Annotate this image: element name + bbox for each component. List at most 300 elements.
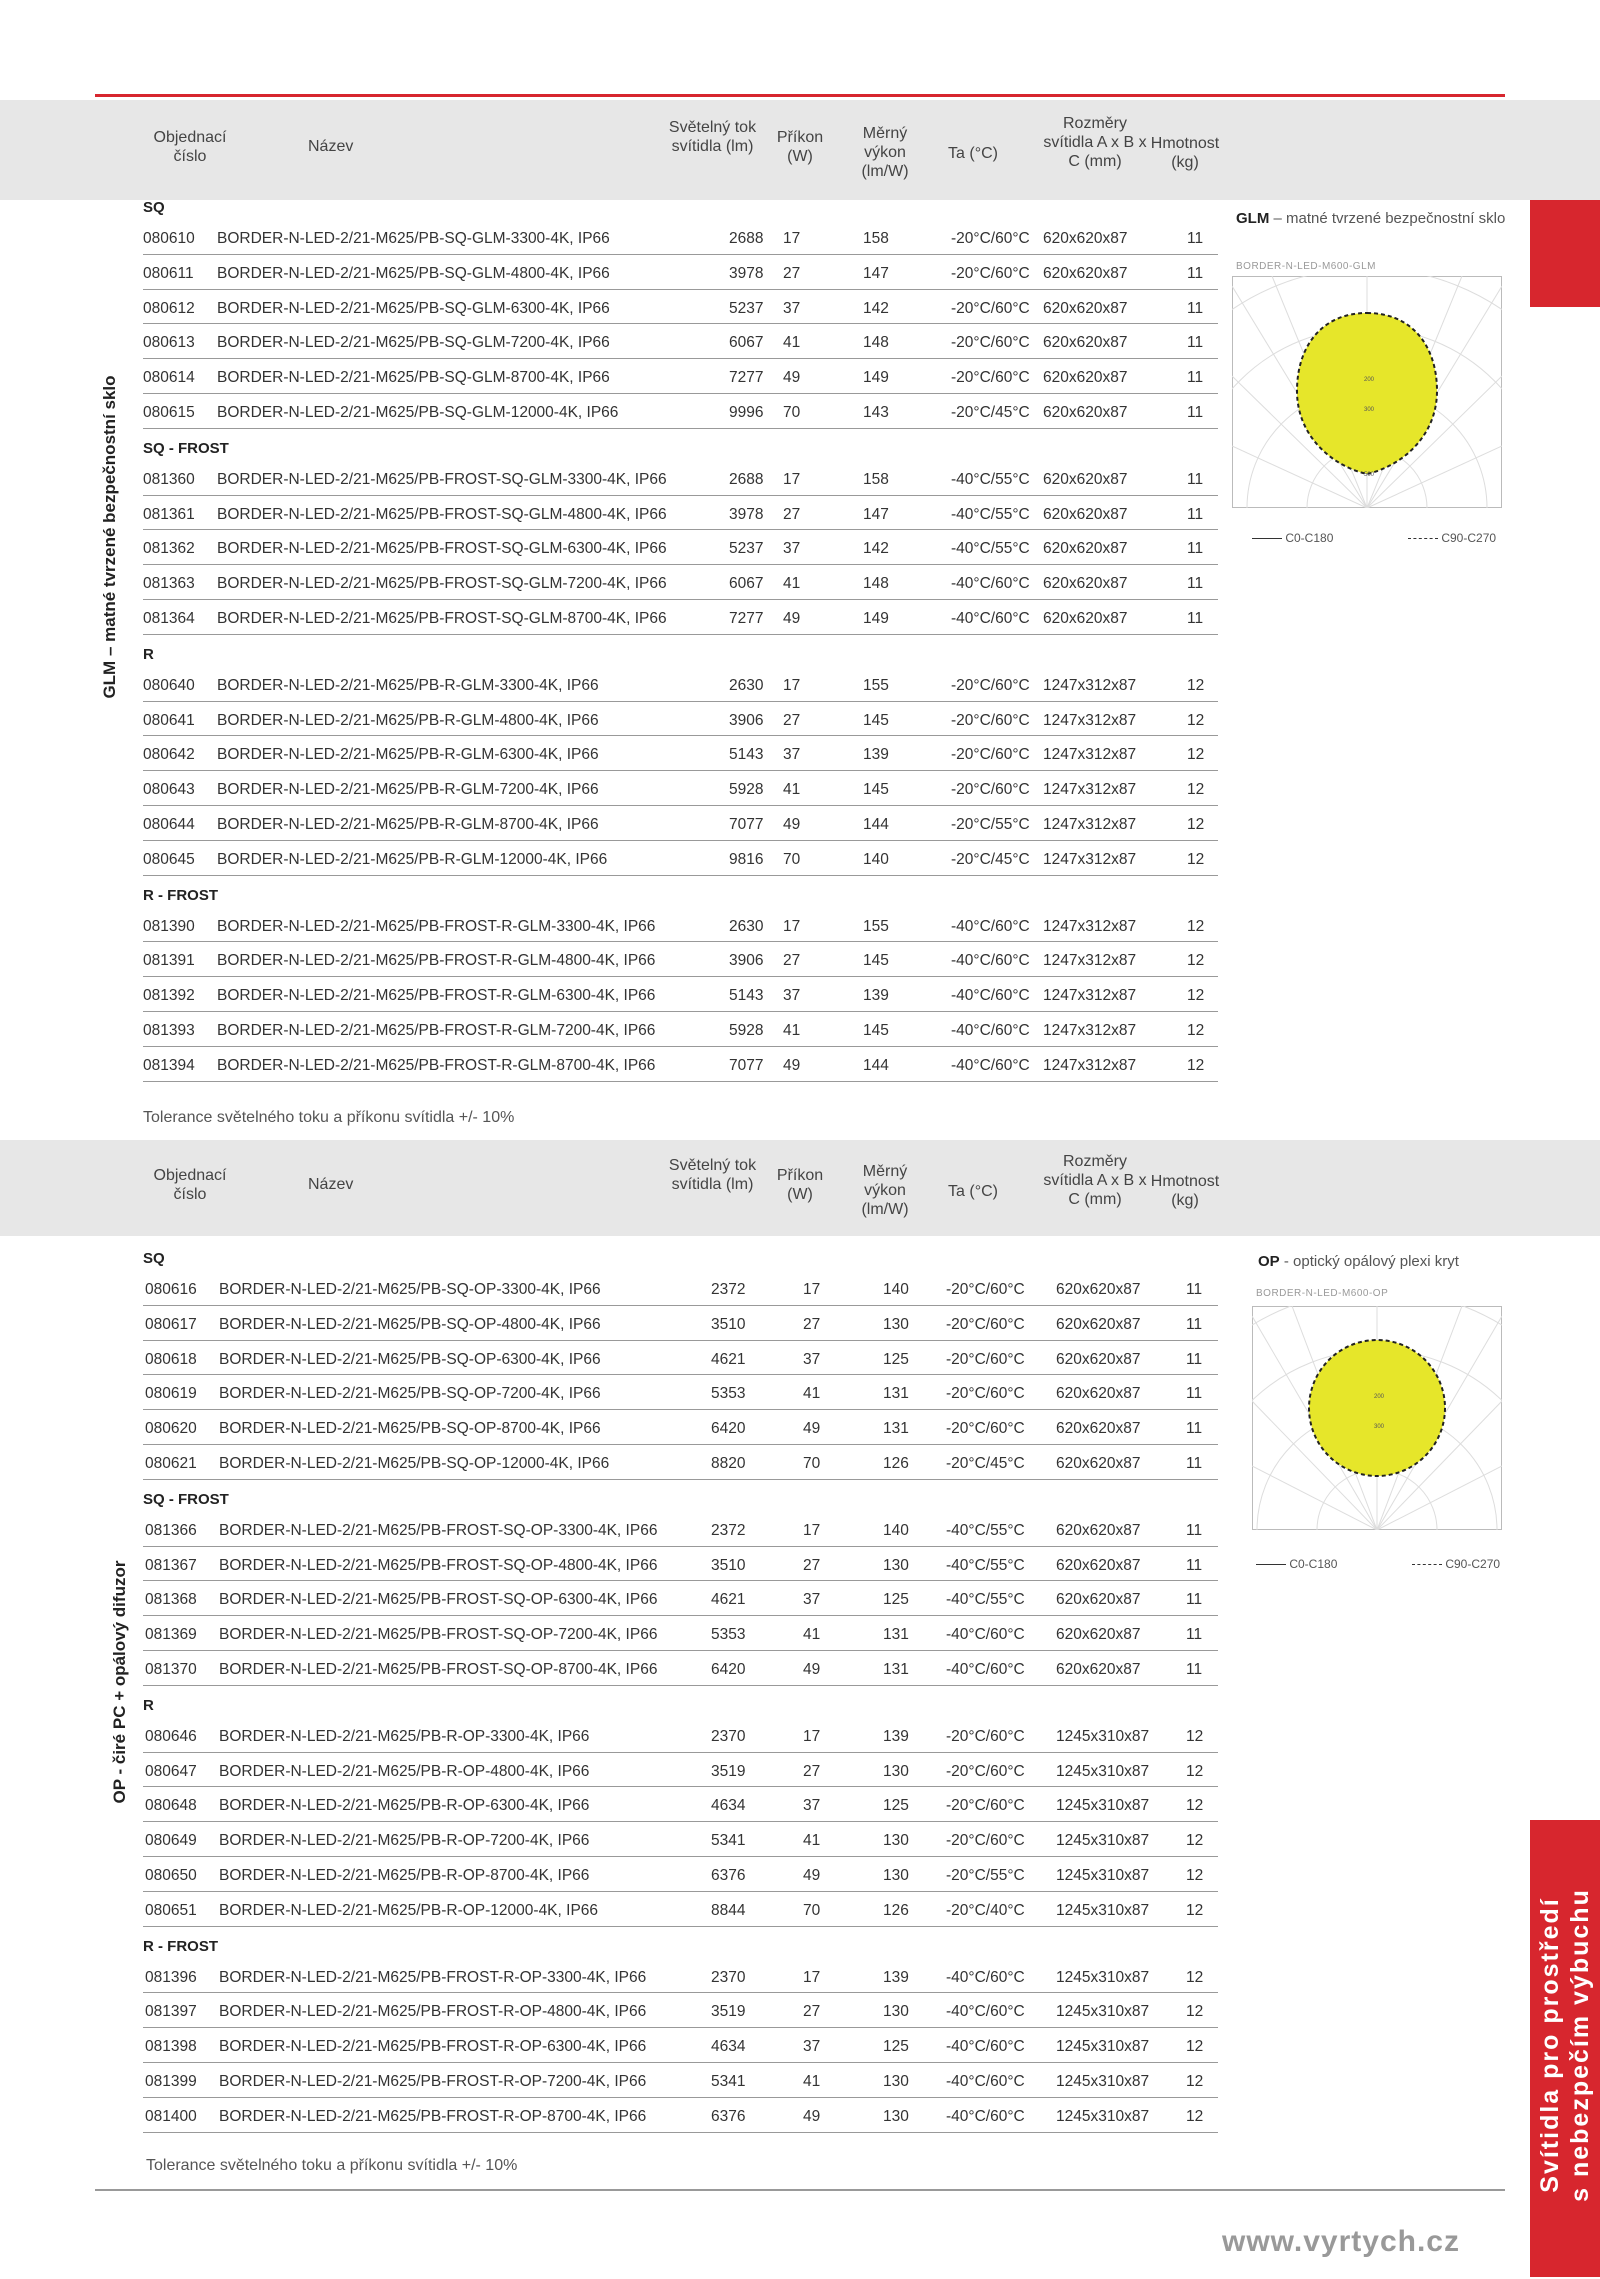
- cell-product-name: BORDER-N-LED-2/21-M625/PB-FROST-R-GLM-4800-4K, IP66: [217, 952, 656, 970]
- cell-dimensions: 1247x312x87: [1043, 850, 1137, 868]
- cell-weight: 11: [1186, 1454, 1203, 1472]
- cell-product-name: BORDER-N-LED-2/21-M625/PB-FROST-SQ-OP-4800-4K, IP66: [219, 1556, 658, 1574]
- cell-weight: 11: [1186, 1281, 1203, 1298]
- polar-legend-op-c90: [1412, 1557, 1500, 1571]
- cell-efficacy: 130: [883, 1832, 909, 1850]
- cell-efficacy: 130: [883, 1762, 909, 1780]
- cell-power: 70: [803, 1901, 821, 1919]
- cell-weight: 12: [1187, 987, 1205, 1005]
- cell-weight: 11: [1187, 403, 1204, 421]
- header-name: Název: [308, 138, 354, 155]
- cell-ta: -40°C/60°C: [946, 1626, 1025, 1644]
- product-table-glm: [143, 188, 1218, 1082]
- cell-product-name: BORDER-N-LED-2/21-M625/PB-SQ-OP-8700-4K, IP66: [219, 1420, 601, 1438]
- header-ta-2: Ta (°C): [948, 1183, 998, 1200]
- cell-power: 49: [783, 369, 801, 387]
- cell-order-no: 080651: [145, 1901, 197, 1919]
- tolerance-note-1: Tolerance světelného toku a příkonu svítidla +/- 10%: [143, 1109, 515, 1126]
- cell-flux: 3906: [729, 711, 764, 729]
- cell-order-no: 080611: [143, 264, 194, 282]
- cell-weight: 11: [1187, 369, 1204, 387]
- cell-flux: 2372: [711, 1521, 746, 1539]
- cell-ta: -20°C/60°C: [946, 1315, 1025, 1333]
- table-header-1: [0, 100, 1600, 200]
- cell-efficacy: 149: [863, 609, 889, 627]
- cell-weight: 12: [1186, 1762, 1204, 1780]
- header-order-no-2: Objednací číslo: [153, 1167, 227, 1203]
- cell-product-name: BORDER-N-LED-2/21-M625/PB-R-OP-8700-4K, IP66: [219, 1866, 590, 1884]
- cell-flux: 2688: [729, 230, 764, 247]
- cell-power: 27: [783, 505, 801, 523]
- cell-ta: -20°C/55°C: [946, 1866, 1025, 1884]
- cell-dimensions: 1247x312x87: [1043, 917, 1137, 935]
- table-row: [143, 1892, 1218, 1927]
- table-row: [143, 908, 1218, 943]
- table-row: [143, 1959, 1218, 1994]
- cell-flux: 6067: [729, 575, 764, 593]
- legend-c0-label-2: C0-C180: [1289, 1557, 1338, 1571]
- table-row: [143, 1651, 1218, 1686]
- cell-weight: 12: [1186, 2072, 1204, 2090]
- cell-ta: -20°C/60°C: [951, 369, 1030, 387]
- cell-order-no: 081393: [143, 1021, 195, 1039]
- cell-order-no: 080640: [143, 676, 195, 694]
- cell-weight: 11: [1186, 1521, 1203, 1539]
- cell-order-no: 081369: [145, 1626, 197, 1644]
- cell-power: 49: [803, 1420, 821, 1438]
- table-row: [143, 324, 1218, 359]
- cell-ta: -20°C/60°C: [951, 230, 1030, 247]
- cell-ta: -40°C/60°C: [946, 1968, 1025, 1986]
- header-efficacy: Měrný výkon (lm/W): [861, 125, 909, 180]
- cell-power: 27: [783, 264, 801, 282]
- cell-order-no: 080641: [143, 711, 195, 729]
- polar-ring-glm-1: 200: [1364, 377, 1375, 383]
- cell-product-name: BORDER-N-LED-2/21-M625/PB-FROST-SQ-GLM-6300-4K, IP66: [217, 540, 667, 558]
- table-row: [143, 1718, 1218, 1753]
- polar-title-glm-code: GLM: [1236, 210, 1270, 227]
- cell-order-no: 080645: [143, 850, 195, 868]
- table-row: [143, 977, 1218, 1012]
- cell-order-no: 081398: [145, 2038, 197, 2056]
- cell-ta: -40°C/60°C: [951, 917, 1030, 935]
- cell-product-name: BORDER-N-LED-2/21-M625/PB-FROST-R-OP-3300-4K, IP66: [219, 1968, 647, 1986]
- cell-efficacy: 130: [883, 1556, 909, 1574]
- polar-subtitle-glm: BORDER-N-LED-M600-GLM: [1236, 261, 1376, 272]
- cell-ta: -40°C/60°C: [951, 1021, 1030, 1039]
- side-tab-line-1: Svítidla pro prostředí: [1536, 1897, 1564, 2193]
- cell-flux: 9816: [729, 850, 764, 868]
- polar-title-op-code: OP: [1258, 1253, 1280, 1270]
- cell-weight: 11: [1186, 1420, 1203, 1438]
- cell-dimensions: 620x620x87: [1056, 1626, 1141, 1644]
- cell-power: 49: [783, 815, 801, 833]
- cell-efficacy: 130: [883, 2107, 909, 2125]
- cell-order-no: 081363: [143, 575, 195, 593]
- cell-power: 49: [803, 1660, 821, 1678]
- cell-order-no: 081392: [143, 987, 195, 1005]
- polar-ring-op-2: 300: [1374, 1424, 1385, 1430]
- cell-efficacy: 125: [883, 2038, 909, 2056]
- cell-order-no: 080620: [145, 1420, 197, 1438]
- cell-dimensions: 1247x312x87: [1043, 952, 1137, 970]
- cell-ta: -40°C/55°C: [946, 1556, 1025, 1574]
- group-title: SQ - FROST: [143, 439, 229, 457]
- cell-efficacy: 140: [883, 1521, 909, 1539]
- cell-product-name: BORDER-N-LED-2/21-M625/PB-SQ-GLM-3300-4K, IP66: [217, 230, 610, 247]
- cell-product-name: BORDER-N-LED-2/21-M625/PB-R-GLM-8700-4K, IP66: [217, 815, 599, 833]
- table-row: [143, 1341, 1218, 1376]
- cell-ta: -20°C/45°C: [946, 1454, 1025, 1472]
- cell-order-no: 081399: [145, 2072, 197, 2090]
- cell-ta: -20°C/60°C: [946, 1281, 1025, 1298]
- cell-weight: 12: [1187, 815, 1205, 833]
- cell-product-name: BORDER-N-LED-2/21-M625/PB-FROST-SQ-GLM-4800-4K, IP66: [217, 505, 667, 523]
- cell-flux: 5237: [729, 540, 764, 558]
- cell-ta: -20°C/55°C: [951, 815, 1030, 833]
- cell-dimensions: 1247x312x87: [1043, 815, 1137, 833]
- cell-weight: 12: [1186, 2003, 1204, 2021]
- cell-flux: 2688: [729, 470, 764, 488]
- cell-product-name: BORDER-N-LED-2/21-M625/PB-FROST-SQ-GLM-3300-4K, IP66: [217, 470, 667, 488]
- polar-ring-glm-2: 300: [1364, 407, 1375, 413]
- cell-order-no: 080643: [143, 781, 195, 799]
- cell-flux: 6420: [711, 1420, 746, 1438]
- cell-ta: -20°C/60°C: [951, 334, 1030, 352]
- cell-power: 70: [783, 403, 801, 421]
- cell-efficacy: 131: [883, 1660, 909, 1678]
- cell-weight: 12: [1186, 2038, 1204, 2056]
- cell-efficacy: 125: [883, 1591, 909, 1609]
- cell-dimensions: 620x620x87: [1043, 230, 1128, 247]
- cell-order-no: 080644: [143, 815, 195, 833]
- cell-power: 17: [803, 1281, 821, 1298]
- cell-order-no: 080647: [145, 1762, 197, 1780]
- cell-dimensions: 620x620x87: [1056, 1660, 1141, 1678]
- cell-flux: 6376: [711, 2107, 746, 2125]
- cell-dimensions: 1245x310x87: [1056, 1968, 1150, 1986]
- cell-efficacy: 155: [863, 676, 889, 694]
- cell-dimensions: 620x620x87: [1043, 470, 1128, 488]
- cell-ta: -40°C/60°C: [946, 1660, 1025, 1678]
- cell-dimensions: 1245x310x87: [1056, 1727, 1150, 1745]
- cell-weight: 12: [1187, 917, 1205, 935]
- group-title: R: [143, 1696, 154, 1714]
- cell-product-name: BORDER-N-LED-2/21-M625/PB-FROST-R-GLM-6300-4K, IP66: [217, 987, 656, 1005]
- cell-product-name: BORDER-N-LED-2/21-M625/PB-FROST-SQ-GLM-7200-4K, IP66: [217, 575, 667, 593]
- cell-order-no: 081397: [145, 2003, 197, 2021]
- cell-efficacy: 126: [883, 1901, 909, 1919]
- cell-efficacy: 149: [863, 369, 889, 387]
- section-label-glm: GLM – matné tvrzené bezpečnostní sklo: [100, 375, 119, 699]
- cell-efficacy: 139: [883, 1968, 909, 1986]
- cell-order-no: 080619: [145, 1385, 197, 1403]
- cell-order-no: 080621: [145, 1454, 197, 1472]
- cell-ta: -20°C/60°C: [946, 1350, 1025, 1368]
- cell-product-name: BORDER-N-LED-2/21-M625/PB-R-GLM-3300-4K, IP66: [217, 676, 599, 694]
- cell-ta: -20°C/60°C: [951, 264, 1030, 282]
- header-order-no: Objednací číslo: [153, 129, 227, 165]
- cell-dimensions: 1247x312x87: [1043, 987, 1137, 1005]
- side-tab-line-2: s nebezpečím výbuchu: [1566, 1888, 1594, 2202]
- header-flux-2: Světelný tok svítidla (lm): [668, 1157, 757, 1193]
- cell-order-no: 080612: [143, 299, 195, 317]
- table-header-2: [0, 1140, 1600, 1236]
- cell-dimensions: 620x620x87: [1056, 1315, 1141, 1333]
- table-row: [143, 1581, 1218, 1616]
- cell-flux: 2370: [711, 1968, 746, 1986]
- cell-efficacy: 125: [883, 1797, 909, 1815]
- polar-diagram-op: [1252, 1306, 1502, 1530]
- section-label-op: OP - čiré PC + opálový difuzor: [110, 1560, 129, 1804]
- table-row: [143, 1306, 1218, 1341]
- cell-power: 49: [783, 609, 801, 627]
- cell-flux: 6376: [711, 1866, 746, 1884]
- cell-efficacy: 131: [883, 1626, 909, 1644]
- polar-diagram-glm: [1232, 276, 1502, 508]
- cell-product-name: BORDER-N-LED-2/21-M625/PB-R-GLM-4800-4K, IP66: [217, 711, 599, 729]
- cell-order-no: 080613: [143, 334, 195, 352]
- cell-product-name: BORDER-N-LED-2/21-M625/PB-R-OP-4800-4K, IP66: [219, 1762, 590, 1780]
- cell-dimensions: 1245x310x87: [1056, 2038, 1150, 2056]
- cell-weight: 11: [1186, 1556, 1203, 1574]
- cell-dimensions: 1245x310x87: [1056, 1866, 1150, 1884]
- header-weight-2: Hmotnost (kg): [1150, 1173, 1220, 1209]
- cell-efficacy: 148: [863, 334, 889, 352]
- legend-c90-label-2: C90-C270: [1445, 1557, 1501, 1571]
- cell-dimensions: 1245x310x87: [1056, 2107, 1150, 2125]
- cell-power: 41: [803, 2072, 821, 2090]
- cell-product-name: BORDER-N-LED-2/21-M625/PB-FROST-R-OP-6300-4K, IP66: [219, 2038, 647, 2056]
- cell-product-name: BORDER-N-LED-2/21-M625/PB-FROST-SQ-OP-8700-4K, IP66: [219, 1660, 658, 1678]
- cell-power: 41: [803, 1385, 821, 1403]
- table-row: [143, 1857, 1218, 1892]
- cell-weight: 11: [1187, 540, 1204, 558]
- top-divider: [95, 94, 1505, 97]
- cell-weight: 12: [1186, 1866, 1204, 1884]
- cell-weight: 11: [1187, 609, 1204, 627]
- table-row: [143, 702, 1218, 737]
- cell-weight: 12: [1187, 1021, 1205, 1039]
- footer-url[interactable]: www.vyrtych.cz: [1222, 2225, 1460, 2258]
- cell-flux: 3978: [729, 264, 764, 282]
- cell-weight: 11: [1187, 334, 1204, 352]
- group-title: SQ: [143, 199, 165, 216]
- cell-weight: 12: [1186, 1832, 1204, 1850]
- cell-order-no: 081400: [145, 2107, 197, 2125]
- table-row: [143, 1547, 1218, 1582]
- cell-weight: 11: [1186, 1591, 1203, 1609]
- table-row: [143, 2098, 1218, 2133]
- cell-efficacy: 131: [883, 1420, 909, 1438]
- bottom-divider: [95, 2189, 1505, 2191]
- cell-weight: 12: [1187, 1056, 1205, 1074]
- cell-dimensions: 1245x310x87: [1056, 2072, 1150, 2090]
- polar-curve-op: [1309, 1340, 1445, 1476]
- cell-efficacy: 143: [863, 403, 889, 421]
- cell-dimensions: 1247x312x87: [1043, 746, 1137, 764]
- header-dims-2: Rozměry svítidla A x B x C (mm): [1043, 1153, 1147, 1208]
- table-row: [143, 806, 1218, 841]
- cell-flux: 2370: [711, 1727, 746, 1745]
- table-row: [143, 1410, 1218, 1445]
- cell-order-no: 080616: [145, 1281, 197, 1298]
- table-row: [143, 600, 1218, 635]
- cell-dimensions: 1245x310x87: [1056, 1901, 1150, 1919]
- cell-product-name: BORDER-N-LED-2/21-M625/PB-FROST-R-OP-4800-4K, IP66: [219, 2003, 647, 2021]
- cell-power: 37: [783, 540, 801, 558]
- table-row: [143, 1375, 1218, 1410]
- cell-weight: 12: [1187, 781, 1205, 799]
- cell-ta: -20°C/60°C: [946, 1420, 1025, 1438]
- group-title: SQ - FROST: [143, 1490, 229, 1508]
- cell-flux: 7077: [729, 815, 764, 833]
- cell-product-name: BORDER-N-LED-2/21-M625/PB-FROST-R-GLM-7200-4K, IP66: [217, 1021, 656, 1039]
- cell-flux: 5928: [729, 781, 764, 799]
- cell-efficacy: 142: [863, 540, 889, 558]
- cell-efficacy: 158: [863, 230, 889, 247]
- table-row: [143, 1012, 1218, 1047]
- cell-dimensions: 620x620x87: [1043, 575, 1128, 593]
- cell-product-name: BORDER-N-LED-2/21-M625/PB-R-OP-3300-4K, IP66: [219, 1727, 590, 1745]
- cell-product-name: BORDER-N-LED-2/21-M625/PB-R-GLM-7200-4K, IP66: [217, 781, 599, 799]
- group-title: R - FROST: [143, 1937, 218, 1955]
- header-efficacy-2: Měrný výkon (lm/W): [861, 1163, 909, 1218]
- polar-legend-glm-c0: [1252, 531, 1333, 545]
- table-row: [143, 2063, 1218, 2098]
- cell-flux: 9996: [729, 403, 764, 421]
- table-row: [143, 290, 1218, 325]
- cell-dimensions: 620x620x87: [1043, 540, 1128, 558]
- cell-order-no: 081360: [143, 470, 195, 488]
- table-row: [143, 942, 1218, 977]
- cell-weight: 11: [1186, 1350, 1203, 1368]
- cell-weight: 12: [1186, 2107, 1204, 2125]
- cell-dimensions: 620x620x87: [1056, 1591, 1141, 1609]
- cell-power: 27: [803, 1315, 821, 1333]
- cell-flux: 8844: [711, 1901, 746, 1919]
- cell-weight: 12: [1186, 1968, 1204, 1986]
- cell-weight: 12: [1187, 952, 1205, 970]
- cell-dimensions: 620x620x87: [1043, 369, 1128, 387]
- cell-weight: 11: [1187, 264, 1204, 282]
- table-row: [143, 461, 1218, 496]
- cell-product-name: BORDER-N-LED-2/21-M625/PB-R-OP-6300-4K, IP66: [219, 1797, 590, 1815]
- table-row: [143, 530, 1218, 565]
- polar-subtitle-op: BORDER-N-LED-M600-OP: [1256, 1288, 1389, 1299]
- table-row: [143, 1822, 1218, 1857]
- cell-efficacy: 139: [863, 987, 889, 1005]
- cell-product-name: BORDER-N-LED-2/21-M625/PB-SQ-GLM-4800-4K, IP66: [217, 264, 610, 282]
- table-row: [143, 1993, 1218, 2028]
- cell-power: 49: [803, 2107, 821, 2125]
- cell-flux: 3519: [711, 1762, 746, 1780]
- cell-ta: -20°C/60°C: [946, 1727, 1025, 1745]
- cell-ta: -40°C/60°C: [946, 2072, 1025, 2090]
- cell-flux: 5353: [711, 1626, 746, 1644]
- cell-dimensions: 620x620x87: [1056, 1420, 1141, 1438]
- cell-ta: -20°C/60°C: [946, 1385, 1025, 1403]
- cell-power: 17: [803, 1727, 821, 1745]
- cell-flux: 7077: [729, 1056, 764, 1074]
- cell-efficacy: 139: [863, 746, 889, 764]
- table-row: [143, 2028, 1218, 2063]
- table-row: [143, 359, 1218, 394]
- cell-order-no: 080646: [145, 1727, 197, 1745]
- polar-ring-glm-3: 500: [1364, 472, 1375, 478]
- table-row: [143, 1047, 1218, 1082]
- group-title: SQ: [143, 1250, 165, 1267]
- polar-title-op-text: - optický opálový plexi kryt: [1279, 1253, 1459, 1270]
- cell-flux: 4634: [711, 2038, 746, 2056]
- cell-flux: 5353: [711, 1385, 746, 1403]
- cell-power: 37: [783, 299, 801, 317]
- cell-ta: -20°C/60°C: [951, 299, 1030, 317]
- cell-efficacy: 145: [863, 781, 889, 799]
- cell-ta: -20°C/45°C: [951, 403, 1030, 421]
- cell-product-name: BORDER-N-LED-2/21-M625/PB-FROST-R-OP-8700-4K, IP66: [219, 2107, 647, 2125]
- cell-dimensions: 620x620x87: [1043, 299, 1128, 317]
- table-row: [143, 771, 1218, 806]
- cell-efficacy: 145: [863, 952, 889, 970]
- cell-flux: 3906: [729, 952, 764, 970]
- cell-power: 17: [783, 470, 801, 488]
- cell-dimensions: 1247x312x87: [1043, 1021, 1137, 1039]
- cell-ta: -40°C/60°C: [951, 987, 1030, 1005]
- table-row: [143, 1753, 1218, 1788]
- cell-power: 70: [783, 850, 801, 868]
- cell-power: 41: [803, 1626, 821, 1644]
- cell-flux: 3519: [711, 2003, 746, 2021]
- cell-power: 37: [783, 987, 801, 1005]
- polar-title-op: [1258, 1251, 1538, 1273]
- cell-flux: 6067: [729, 334, 764, 352]
- cell-product-name: BORDER-N-LED-2/21-M625/PB-SQ-OP-12000-4K, IP66: [219, 1454, 610, 1472]
- cell-power: 37: [803, 1350, 821, 1368]
- cell-product-name: BORDER-N-LED-2/21-M625/PB-SQ-OP-7200-4K, IP66: [219, 1385, 601, 1403]
- cell-weight: 11: [1186, 1385, 1203, 1403]
- cell-efficacy: 126: [883, 1454, 909, 1472]
- cell-flux: 5341: [711, 1832, 746, 1850]
- legend-c90-label: C90-C270: [1441, 531, 1497, 545]
- cell-dimensions: 620x620x87: [1043, 334, 1128, 352]
- cell-product-name: BORDER-N-LED-2/21-M625/PB-SQ-OP-6300-4K, IP66: [219, 1350, 601, 1368]
- cell-weight: 11: [1187, 299, 1204, 317]
- cell-flux: 4634: [711, 1797, 746, 1815]
- cell-efficacy: 142: [863, 299, 889, 317]
- header-weight: Hmotnost (kg): [1150, 135, 1220, 171]
- cell-ta: -40°C/60°C: [946, 2003, 1025, 2021]
- cell-power: 27: [803, 1556, 821, 1574]
- product-table-op: [143, 1239, 1218, 2133]
- cell-efficacy: 144: [863, 1056, 889, 1074]
- cell-order-no: 080649: [145, 1832, 197, 1850]
- cell-ta: -40°C/60°C: [951, 609, 1030, 627]
- cell-power: 27: [783, 711, 801, 729]
- cell-order-no: 080642: [143, 746, 195, 764]
- cell-efficacy: 145: [863, 1021, 889, 1039]
- cell-flux: 4621: [711, 1350, 746, 1368]
- cell-power: 17: [783, 676, 801, 694]
- cell-power: 17: [803, 1968, 821, 1986]
- cell-power: 17: [783, 917, 801, 935]
- cell-dimensions: 1245x310x87: [1056, 1832, 1150, 1850]
- cell-flux: 6420: [711, 1660, 746, 1678]
- cell-efficacy: 155: [863, 917, 889, 935]
- polar-legend-op-c0: [1256, 1557, 1337, 1571]
- cell-efficacy: 158: [863, 470, 889, 488]
- cell-order-no: 081391: [143, 952, 195, 970]
